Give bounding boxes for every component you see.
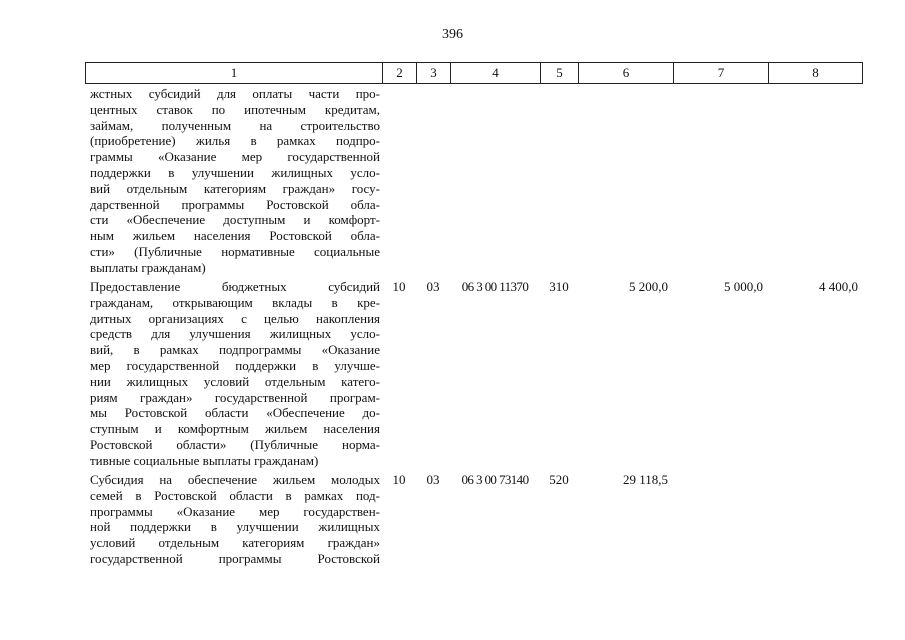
description-line: займам, полученным на строительство — [90, 117, 380, 133]
description-line: Ростовской области» (Публичные норма- — [90, 436, 380, 452]
subsection-code: 03 — [426, 472, 440, 487]
header-col-4: 4 — [451, 63, 541, 84]
description-line: граммы «Оказание мер государственной — [90, 149, 380, 165]
column-number-header — [85, 62, 863, 84]
row-description — [90, 472, 380, 567]
description-line: семей в Ростовской области в рамках под- — [90, 487, 380, 503]
description-line: (приобретение) жилья в рамках подпро- — [90, 133, 380, 149]
header-col-7: 7 — [674, 63, 769, 84]
description-line: риям граждан» государственной програм- — [90, 389, 380, 405]
description-line: сти «Обеспечение доступным и комфорт- — [90, 212, 380, 228]
header-row — [86, 63, 863, 84]
description-line: мы Ростовской области «Обеспечение до- — [90, 405, 380, 421]
section-code: 10 — [392, 472, 406, 487]
target-article-code: 06 3 00 11370 — [461, 279, 529, 294]
expense-type-code: 310 — [549, 279, 569, 294]
description-line: дитных организациях с целью накопления — [90, 310, 380, 326]
description-line: жстных субсидий для оплаты части про- — [90, 86, 380, 101]
description-line: средств для улучшения жилищных усло- — [90, 326, 380, 342]
header-col-8: 8 — [769, 63, 863, 84]
description-line: мер государственной поддержки в улучше- — [90, 357, 380, 373]
description-line: условий отдельным категориям граждан» — [90, 535, 380, 551]
amount-col-8: 4 400,0 — [819, 279, 858, 294]
expense-type-code: 520 — [549, 472, 569, 487]
row-description — [90, 279, 380, 469]
description-line: ным жильем населения Ростовской обла- — [90, 228, 380, 244]
description-line: ступным и комфортным жильем населения — [90, 421, 380, 437]
description-line: сти» (Публичные нормативные социальные — [90, 243, 380, 259]
subsection-code: 03 — [426, 279, 440, 294]
page-number: 396 — [442, 27, 463, 42]
description-line: Предоставление бюджетных субсидий — [90, 279, 380, 294]
description-line: государственной программы Ростовской — [90, 550, 380, 566]
header-col-2: 2 — [383, 63, 417, 84]
description-line: центных ставок по ипотечным кредитам, — [90, 101, 380, 117]
amount-col-6: 29 118,5 — [622, 472, 668, 487]
description-line: дарственной программы Ростовской обла- — [90, 196, 380, 212]
amount-col-6: 5 200,0 — [629, 279, 668, 294]
description-line: вий, в рамках подпрограммы «Оказание — [90, 342, 380, 358]
description-line: поддержки в улучшении жилищных усло- — [90, 164, 380, 180]
description-line: вий отдельным категориям граждан» госу- — [90, 180, 380, 196]
description-line: выплаты гражданам) — [90, 259, 206, 275]
section-code: 10 — [392, 279, 406, 294]
header-col-5: 5 — [541, 63, 579, 84]
description-line: Субсидия на обеспечение жильем молодых — [90, 472, 380, 487]
description-line: программы «Оказание мер государствен- — [90, 503, 380, 519]
description-line: ной поддержки в улучшении жилищных — [90, 519, 380, 535]
description-line: гражданам, открывающим вклады в кре- — [90, 294, 380, 310]
amount-col-7: 5 000,0 — [724, 279, 763, 294]
description-line: тивные социальные выплаты гражданам) — [90, 452, 319, 468]
description-line: нии жилищных условий отдельным катего- — [90, 373, 380, 389]
target-article-code: 06 3 00 73140 — [461, 472, 529, 487]
header-col-3: 3 — [417, 63, 451, 84]
header-col-6: 6 — [579, 63, 674, 84]
row-description — [90, 86, 380, 276]
header-col-1: 1 — [86, 63, 383, 84]
